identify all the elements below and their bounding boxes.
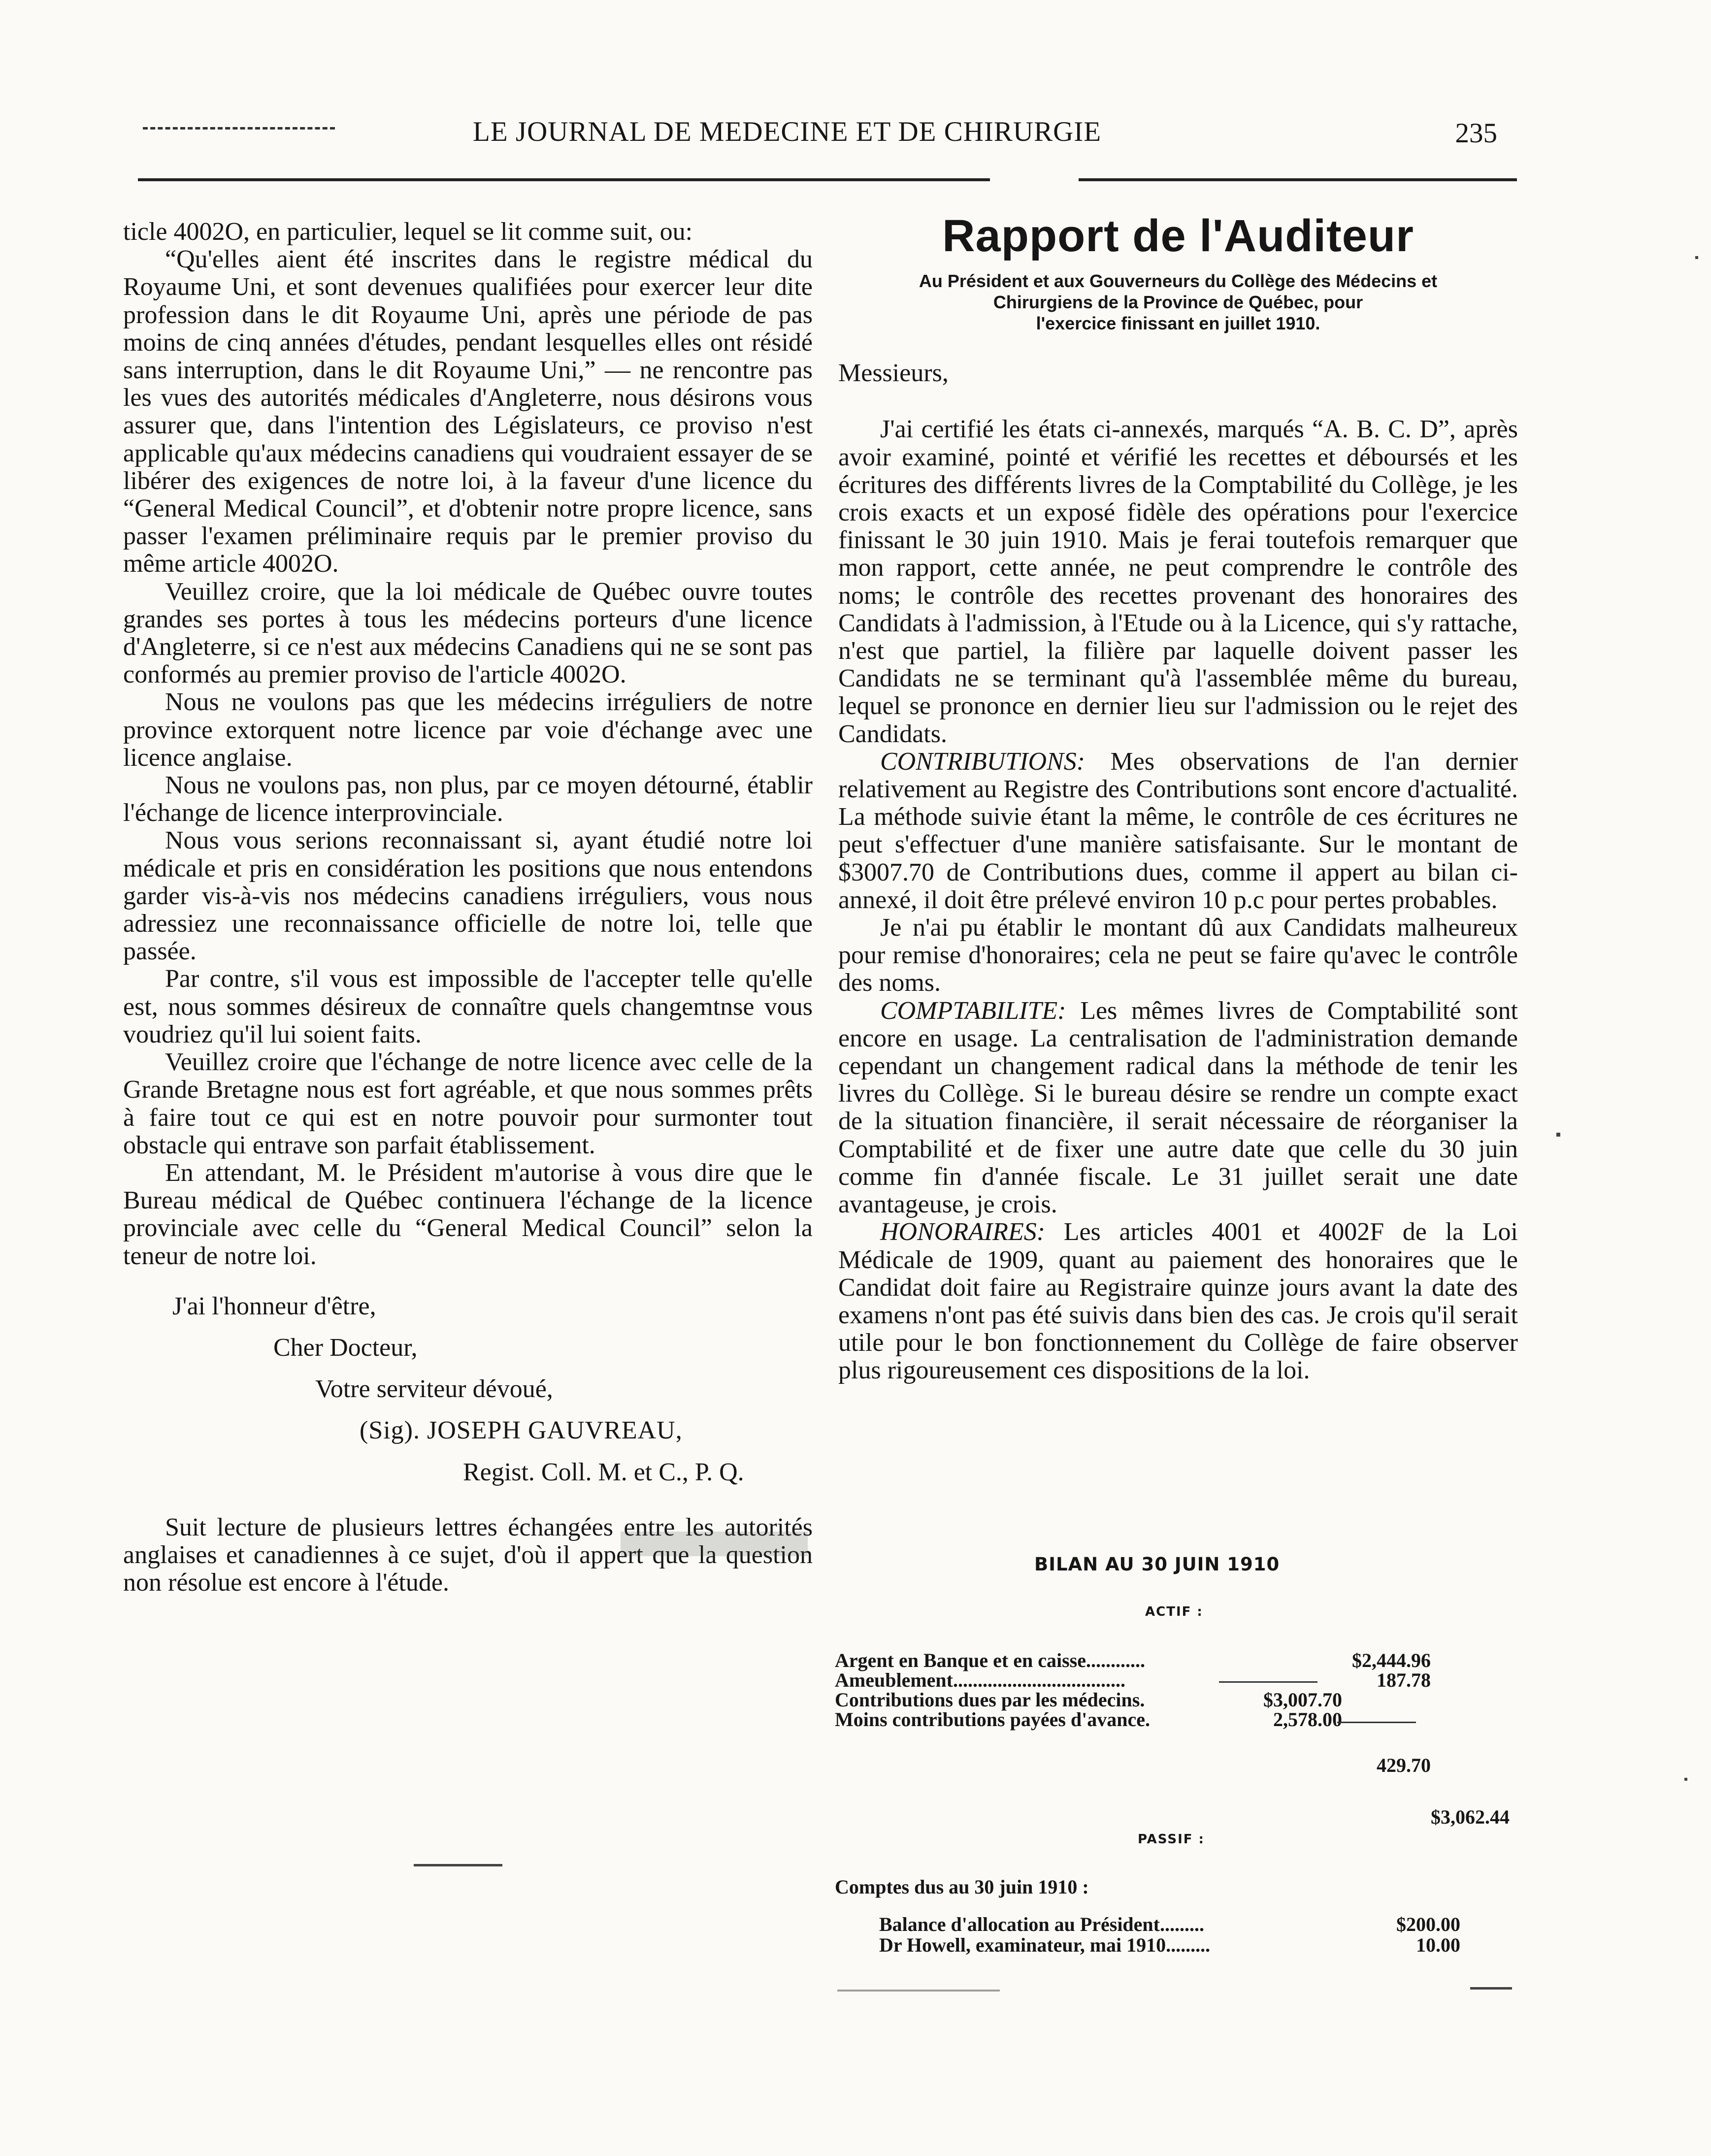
report-address-line: Au Président et aux Gouverneurs du Collège des Médecins et	[919, 271, 1438, 292]
letter-paragraph: “Qu'elles aient été inscrites dans le registre médical du Royaume Uni, et sont devenues qualifiées pour exercer leur dite profession dans le dit Royaume Uni, après une période de pas moins de cinq années d'études, pendant lesquelles elles ont résidé sans interruption, dans le dit Royaume Uni,” — ne rencontre pas les vues des autorités médicales d'Angleterre, nous désirons vous assurer que, dans l'intention des Législateurs, ce proviso n'est applicable qu'aux médecins canadiens qui voudraient essayer de se libérer des exigences de notre loi, à la faveur d'une licence du “General Medical Council”, et d'obtenir notre propre licence, sans passer l'examen préliminaire requis par le premier proviso du même article 4002O.	[123, 245, 813, 578]
subtotal-rule	[1219, 1681, 1317, 1683]
scan-mark	[1470, 1987, 1512, 1990]
registrar-title: Regist. Coll. M. et C., P. Q.	[463, 1458, 744, 1486]
passif-row-label: Balance d'allocation au Président.........	[879, 1913, 1204, 1935]
letter-paragraph: Veuillez croire que l'échange de notre licence avec celle de la Grande Bretagne nous est fort agréable, et que nous sommes prêts à faire tout ce qui est en notre pouvoir pour surmonter tout obstacle qui entrave son parfait établissement.	[123, 1048, 813, 1159]
letter-paragraph: ticle 4002O, en particulier, lequel se lit comme suit, ou:	[123, 218, 693, 246]
report-title: Rapport de l'Auditeur	[942, 211, 1414, 261]
stamp-smudge	[621, 1532, 808, 1556]
actif-heading: ACTIF :	[1145, 1604, 1203, 1619]
actif-row-amount: 187.78	[1377, 1669, 1431, 1691]
report-salutation: Messieurs,	[838, 359, 949, 388]
header-ornament-rule	[143, 127, 335, 130]
report-address	[838, 270, 1518, 334]
actif-row-amount: $2,444.96	[1352, 1649, 1431, 1671]
passif-row-amount: $200.00	[1396, 1913, 1460, 1935]
actif-row-amount: $3,007.70	[1263, 1689, 1342, 1711]
scan-mark	[414, 1864, 502, 1866]
followup-paragraph: Suit lecture de plusieurs lettres échangées entre les autorités anglaises et canadiennes à ce sujet, d'où il appert que la question non résolue est encore à l'étude.	[123, 1513, 813, 1597]
report-paragraph: J'ai certifié les états ci-annexés, marqués “A. B. C. D”, après avoir examiné, pointé et vérifié les recettes et déboursés et les écritures des différents livres de la Comptabilité du Collège, je les crois exacts et un exposé fidèle des opérations pour l'exercice finissant le 30 juin 1910. Mais je ferai toutefois remarquer que mon rapport, cette année, ne peut comprendre le contrôle des noms; le contrôle des recettes provenant des honoraires des Candidats à l'admission, à l'Etude ou à la Licence, qui s'y rattache, n'est que partiel, la filière par laquelle doivent passer les Candidats ne se terminant qu'à l'assemblée même du bureau, lequel se prononce en dernier lieu sur l'admission ou le rejet des Candidats.	[838, 415, 1518, 748]
passif-row-amount: 10.00	[1416, 1934, 1460, 1956]
actif-total: $3,062.44	[1431, 1806, 1510, 1828]
letter-paragraph: Veuillez croire, que la loi médicale de Québec ouvre toutes grandes ses portes à tous les médecins porteurs d'une licence d'Angleterre, si ce n'est aux médecins Canadiens qui ne se sont pas conformés au premier proviso de l'article 4002O.	[123, 577, 813, 689]
running-title: LE JOURNAL DE MEDECINE ET DE CHIRURGIE	[473, 116, 1102, 147]
contributions-text: Mes observations de l'an dernier relativement au Registre des Contributions sont encore d'actualité. La méthode suivie étant la même, le contrôle de ces écritures ne peut s'effectuer d'une manière satisfaisante. Sur le montant de $3007.70 de Contributions dues, comme il appert au bilan ci-annexé, il doit être prélevé environ 10 p.c pour pertes probables.	[838, 747, 1518, 914]
comptabilite-text: Les mêmes livres de Comptabilité sont encore en usage. La centralisation de l'administration demande cependant un changement radical dans la méthode de tenir les livres du Collège. Si le bureau désire se rendre un compte exact de la situation financière, il serait nécessaire de réorganiser la Comptabilité et de fixer une autre date que celle du 30 juin comme fin d'année fiscale. Le 31 juillet serait une date avantageuse, je crois.	[838, 996, 1518, 1219]
report-column	[838, 211, 1518, 1385]
letter-paragraph: Nous ne voulons pas, non plus, par ce moyen détourné, établir l'échange de licence interprovinciale.	[123, 771, 813, 827]
passif-row-label: Dr Howell, examinateur, mai 1910.........	[879, 1934, 1211, 1956]
header-rule-left	[138, 178, 990, 181]
letter-paragraph: Nous ne voulons pas que les médecins irréguliers de notre province extorquent notre licence par voie d'échange avec une licence anglaise.	[123, 688, 813, 772]
scan-mark	[1695, 256, 1698, 259]
total-rule	[1337, 1722, 1416, 1723]
header-rule-right	[1079, 178, 1517, 181]
honoraires-text: Les articles 4001 et 4002F de la Loi Médicale de 1909, quant au paiement des honoraires que le Candidat doit faire au Registraire quinze jours avant la date des examens n'ont pas été suivis dans bien des cas. Je crois qu'il serait utile pour le bon fonctionnement du Collège de faire observer plus rigoureusement ces dispositions de la loi.	[838, 1218, 1518, 1385]
passif-intro: Comptes dus au 30 juin 1910 :	[835, 1876, 1089, 1898]
actif-row-label: Ameublement...................................	[835, 1669, 1125, 1691]
actif-row-label: Argent en Banque et en caisse............	[835, 1649, 1145, 1671]
letter-column	[123, 218, 813, 1597]
report-address-line: l'exercice finissant en juillet 1910.	[1036, 313, 1320, 334]
page-number: 235	[1455, 118, 1497, 149]
letter-closing: Votre serviteur dévoué,	[315, 1375, 553, 1404]
report-paragraph-comptabilite	[838, 997, 1518, 1219]
honoraires-heading: HONORAIRES:	[880, 1218, 1046, 1246]
report-paragraph: Je n'ai pu établir le montant dû aux Candidats malheureux pour remise d'honoraires; cela ne peut se faire qu'avec le contrôle des noms.	[838, 914, 1518, 997]
report-address-line: Chirurgiens de la Province de Québec, pour	[993, 292, 1363, 313]
actif-row-amount: 2,578.00	[1273, 1708, 1342, 1731]
report-paragraph-honoraires	[838, 1218, 1518, 1384]
scan-mark	[1556, 1133, 1560, 1137]
passif-heading: PASSIF :	[1138, 1832, 1205, 1847]
actif-row-label: Contributions dues par les médecins.	[835, 1689, 1145, 1711]
letter-paragraph: Par contre, s'il vous est impossible de l'accepter telle qu'elle est, nous sommes désireux de connaître quels changemtnse vous voudriez qu'il lui soient faits.	[123, 965, 813, 1048]
comptabilite-heading: COMPTABILITE:	[880, 996, 1066, 1025]
letter-salutation: Cher Docteur,	[273, 1333, 418, 1362]
letter-paragraph: Nous vous serions reconnaissant si, ayant étudié notre loi médicale et pris en considération les positions que nous entendons garder vis-à-vis nos médecins canadiens irréguliers, vous nous adressiez une reconnaissance officielle de notre loi, telle que passée.	[123, 826, 813, 966]
scan-mark	[1684, 1778, 1687, 1781]
scan-mark	[837, 1990, 1000, 1992]
report-paragraph-contributions	[838, 748, 1518, 914]
letter-greeting: J'ai l'honneur d'être,	[172, 1292, 376, 1320]
letter-paragraph: En attendant, M. le Président m'autorise à vous dire que le Bureau médical de Québec continuera l'échange de la licence provinciale avec celle du “General Medical Council” selon la teneur de notre loi.	[123, 1158, 813, 1270]
actif-row-label: Moins contributions payées d'avance.	[835, 1708, 1151, 1731]
balance-sheet-title: BILAN AU 30 JUIN 1910	[1034, 1554, 1280, 1575]
contributions-heading: CONTRIBUTIONS:	[880, 747, 1086, 776]
actif-subtotal: 429.70	[1377, 1754, 1431, 1776]
letter-signature: (Sig). JOSEPH GAUVREAU,	[360, 1416, 683, 1445]
